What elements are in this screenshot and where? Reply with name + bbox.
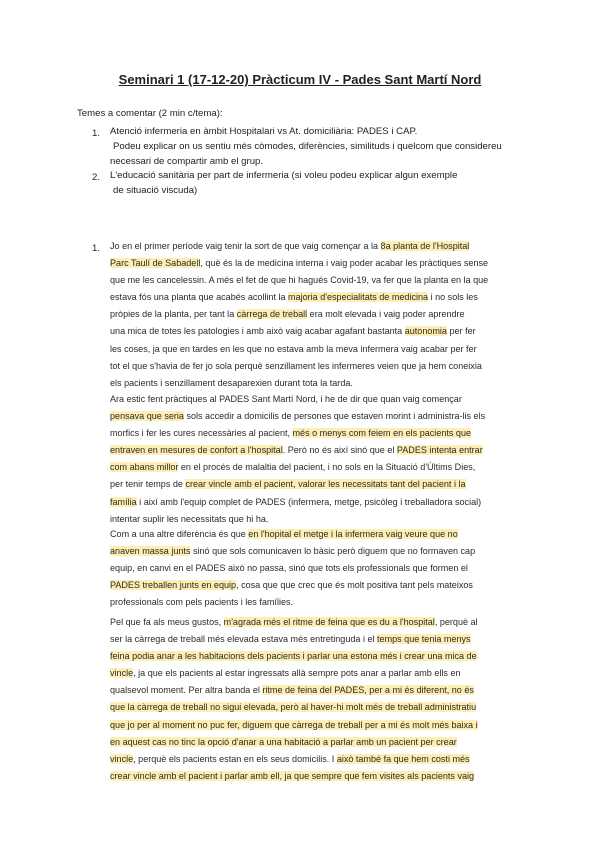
paragraph-line <box>110 682 518 699</box>
highlighted-text: 8a planta de l'Hospital <box>380 241 470 251</box>
text-segment: era molt elevada i vaig poder aprendre <box>307 309 465 320</box>
topic-number: 2. <box>92 172 101 183</box>
topic-number: 1. <box>92 128 101 139</box>
highlighted-text: majoria d'especialitats de medicina <box>288 292 429 303</box>
paragraph-line <box>110 526 518 543</box>
text-segment: estava fós una planta que acabés acollint la <box>110 292 289 303</box>
text-segment: per fer <box>446 326 476 337</box>
paragraph-line <box>110 577 518 594</box>
text-segment: per tenir temps de <box>110 479 186 490</box>
topic-1 <box>110 125 515 169</box>
highlighted-text: m'agrada més el ritme de feina que es du a l'hospital <box>223 617 435 627</box>
answer-paragraph-1 <box>110 238 518 392</box>
paragraph-line <box>110 631 518 648</box>
text-segment: , perquè els pacients estan en els seus domicilis. I <box>133 753 337 764</box>
text-segment: els pacients i senzillament desaparexien durant tota la tarda. <box>110 377 353 388</box>
paragraph-line <box>110 341 518 358</box>
text-segment: i no sols les <box>428 292 478 303</box>
paragraph-line <box>110 751 518 768</box>
paragraph-line <box>110 560 518 577</box>
text-segment: ser la càrrega de treball més elevada estava més entretinguda i el <box>110 634 378 645</box>
paragraph-line <box>110 699 518 716</box>
paragraph-line <box>110 289 518 306</box>
paragraph-line <box>110 255 518 272</box>
paragraph-line <box>110 494 518 511</box>
answer-paragraph-2 <box>110 391 518 528</box>
highlighted-text: crear vincle amb el pacient, valorar les necessitats tant del pacient i la <box>185 479 466 490</box>
highlighted-text: pensava que seria <box>110 411 184 422</box>
text-segment: i així amb l'equip complet de PADES (infermera, metge, psicòleg i treballadora social) <box>136 496 482 507</box>
highlighted-text: vincle <box>110 753 134 764</box>
highlighted-text: Parc Taulí de Sabadell <box>110 258 201 269</box>
text-segment: Com a una altre diferència és que <box>110 529 249 539</box>
paragraph-line <box>110 543 518 560</box>
paragraph-line <box>110 391 518 408</box>
highlighted-text: en l'hopital el metge i la infermera vaig veure que no <box>248 529 458 539</box>
paragraph-line <box>110 734 518 751</box>
text-segment: . Però no és així sinó que el <box>282 445 397 456</box>
text-segment: morfics i fer les cures necessàries al pacient, <box>110 428 293 439</box>
text-segment: , perquè al <box>434 617 478 627</box>
topic-line: Podeu explicar on us sentiu més còmodes, diferències, similituds i quelcom que considereu <box>113 140 502 152</box>
highlighted-text: crear vincle amb el pacient i parlar amb ell, ja que sempre que fem visites als pacients vaig <box>110 770 475 781</box>
text-segment: qualsevol moment. Per altra banda el <box>110 685 263 696</box>
highlighted-text: vincle <box>110 668 134 679</box>
text-segment: pròpies de la planta, per tant la <box>110 309 237 320</box>
paragraph-line <box>110 408 518 425</box>
paragraph-line <box>110 272 518 289</box>
highlighted-text: més o menys com feiem en els pacients que <box>292 428 472 439</box>
text-segment: , ja que els pacients al estar ingressats allà sempre pots anar a parlar amb ells en <box>133 668 461 679</box>
highlighted-text: família <box>110 496 137 507</box>
paragraph-line <box>110 358 518 375</box>
text-segment: les coses, ja que en tardes en les que no estava amb la meva infermera vaig acabar per fer <box>110 343 477 354</box>
highlighted-text: com abans millor <box>110 462 179 473</box>
paragraph-line <box>110 768 518 785</box>
paragraph-line <box>110 665 518 682</box>
highlighted-text: feina podia anar a les habitacions dels pacients i parlar una estona més i crear una mica de <box>110 651 477 662</box>
highlighted-text: autonomia <box>404 326 447 337</box>
paragraph-line <box>110 459 518 476</box>
answer-paragraph-4 <box>110 614 518 785</box>
text-segment: sinó que sols comunicaven lo bàsic però diguem que no formaven cap <box>190 546 476 557</box>
highlighted-text: que jo per al moment no puc fer, diguem que càrrega de treball per a mi és molt més baixa i <box>110 719 478 730</box>
highlighted-text: anaven massa junts <box>110 546 191 557</box>
highlighted-text: PADES intenta entrar <box>396 445 483 456</box>
topics-intro: Temes a comentar (2 min c/tema): <box>77 108 223 119</box>
paragraph-line <box>110 425 518 442</box>
paragraph-line <box>110 238 518 255</box>
topic-line: Atenció infermeria en àmbit Hospitalari vs At. domiciliària: PADES i CAP. <box>110 126 418 137</box>
text-segment: Pel que fa als meus gustos, <box>110 617 224 627</box>
text-segment: Jo en el primer període vaig tenir la sort de que vaig començar a la <box>110 241 381 251</box>
text-segment: sols accedir a domicilis de persones que estaven morint i administra-lis els <box>183 411 486 422</box>
paragraph-line <box>110 614 518 631</box>
text-segment: , què és la de medicina interna i vaig poder acabar les pràctiques sense <box>200 258 489 269</box>
text-segment: , cosa que que crec que és molt positiva tant pels mateixos <box>236 580 473 591</box>
text-segment: en el procés de malaltia del pacient, i no sols en la Situació d'Últims Dies, <box>178 462 476 473</box>
topic-line: de situació viscuda) <box>113 184 198 196</box>
highlighted-text: temps que tenia menys <box>377 634 471 645</box>
paragraph-line <box>110 375 518 392</box>
text-segment: equip, en canvi en el PADES això no passa, sinó que tots els professionals que formen el <box>110 563 468 574</box>
document-title: Seminari 1 (17-12-20) Pràcticum IV - Pades Sant Martí Nord <box>118 72 482 87</box>
highlighted-text: això també fa que hem costi més <box>336 753 470 764</box>
paragraph-line <box>110 476 518 493</box>
highlighted-text: que la càrrega de treball no sigui elevada, però al haver-hi molt més de treball administratiu <box>110 702 477 713</box>
topic-2 <box>110 169 515 199</box>
text-segment: professionals com pels pacients i les famílies. <box>110 597 294 608</box>
answer-number: 1. <box>92 243 101 254</box>
paragraph-line <box>110 323 518 340</box>
paragraph-line <box>110 648 518 665</box>
text-segment: que me les cancelessin. A més el fet de que hi hagués Covid-19, va fer que la planta en la que <box>110 275 489 286</box>
text-segment: Ara estic fent pràctiques al PADES Sant Martí Nord, i he de dir que quan vaig començar <box>110 394 462 404</box>
text-segment: una mica de totes les patologies i amb això vaig acabar agafant bastanta <box>110 326 405 337</box>
highlighted-text: PADES treballen junts en equip <box>110 580 237 591</box>
highlighted-text: entraven en mesures de confort a l'hospital <box>110 445 283 456</box>
answer-paragraph-3 <box>110 526 518 611</box>
highlighted-text: ritme de feina del PADES, per a mi és diferent, no és <box>262 685 474 696</box>
paragraph-line <box>110 717 518 734</box>
paragraph-line <box>110 442 518 459</box>
highlighted-text: en aquest cas no tinc la opció d'anar a una habitació a parlar amb un pacient per crear <box>110 736 457 747</box>
topic-line: necessari de compartir amb el grup. <box>110 155 264 167</box>
topic-line: L'educació sanitària per part de infermeria (si voleu podeu explicar algun exemple <box>110 170 458 181</box>
paragraph-line <box>110 306 518 323</box>
paragraph-line <box>110 594 518 611</box>
text-segment: tot el que s'havia de fer jo sola perquè senzillament les infermeres veien que ja hem coneixia <box>110 360 482 371</box>
text-segment: intentar suplir les necessitats que hi ha. <box>110 513 269 524</box>
highlighted-text: càrrega de treball <box>236 309 308 320</box>
